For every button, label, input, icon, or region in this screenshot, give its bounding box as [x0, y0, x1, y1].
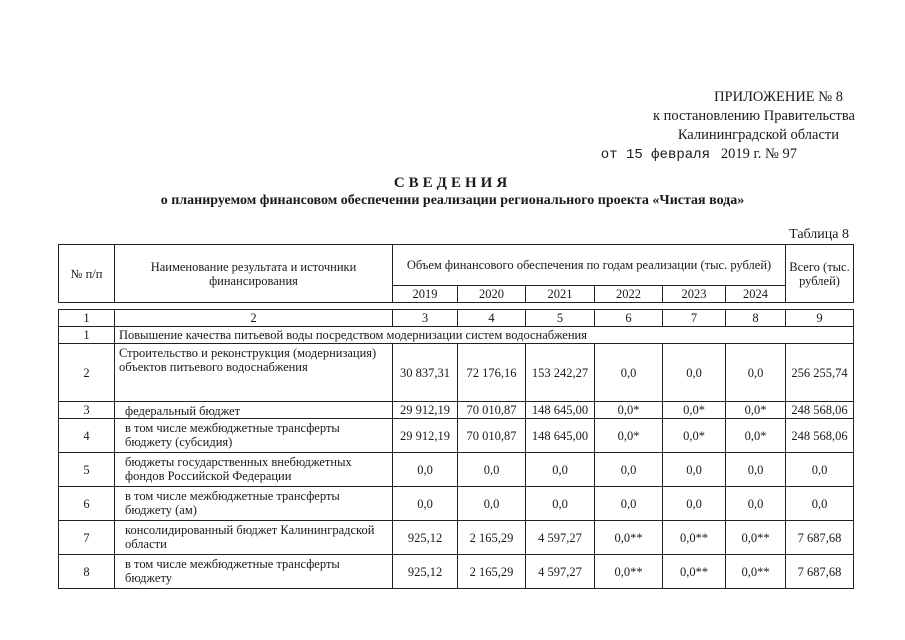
row-name: в том числе межбюджетные трансферты бюджету (субсидия)	[115, 419, 393, 453]
row-value-2022: 0,0*	[595, 419, 663, 453]
row-name: бюджеты государственных внебюджетных фондов Российской Федерации	[115, 453, 393, 487]
appendix-date-suffix: 2019 г. № 97	[720, 146, 797, 162]
row-num: 3	[59, 402, 115, 419]
column-number-6: 6	[595, 310, 663, 327]
row-value-2023: 0,0	[663, 453, 726, 487]
row-value-2023: 0,0**	[663, 555, 726, 589]
separator-row	[59, 303, 854, 310]
row-value-2021: 4 597,27	[526, 521, 595, 555]
financing-table	[58, 244, 854, 589]
section-row-text: Повышение качества питьевой воды посредством модернизации систем водоснабжения	[115, 327, 854, 344]
table-row	[59, 487, 854, 521]
row-value-2023: 0,0*	[663, 402, 726, 419]
column-number-2: 2	[115, 310, 393, 327]
row-value-total: 0,0	[786, 453, 854, 487]
appendix-header	[601, 88, 855, 165]
row-name: в том числе межбюджетные трансферты бюджету (ам)	[115, 487, 393, 521]
header-num: № п/п	[59, 245, 115, 303]
row-value-2020: 72 176,16	[458, 344, 526, 402]
row-value-total: 256 255,74	[786, 344, 854, 402]
table-row	[59, 555, 854, 589]
column-number-1: 1	[59, 310, 115, 327]
row-value-total: 7 687,68	[786, 555, 854, 589]
row-value-2021: 0,0	[526, 453, 595, 487]
row-name: консолидированный бюджет Калининградской области	[115, 521, 393, 555]
row-num: 4	[59, 419, 115, 453]
row-value-2019: 925,12	[393, 521, 458, 555]
header-row-1	[59, 245, 854, 286]
row-value-2023: 0,0**	[663, 521, 726, 555]
row-value-2024: 0,0	[726, 453, 786, 487]
row-value-2022: 0,0	[595, 344, 663, 402]
header-year-2020: 2020	[458, 286, 526, 303]
row-value-2021: 148 645,00	[526, 402, 595, 419]
column-number-row	[59, 310, 854, 327]
row-value-2019: 29 912,19	[393, 402, 458, 419]
row-value-2020: 70 010,87	[458, 419, 526, 453]
row-value-2019: 0,0	[393, 453, 458, 487]
table-row	[59, 344, 854, 402]
row-value-total: 7 687,68	[786, 521, 854, 555]
column-number-5: 5	[526, 310, 595, 327]
row-value-2024: 0,0	[726, 344, 786, 402]
row-value-2020: 0,0	[458, 453, 526, 487]
row-num: 5	[59, 453, 115, 487]
row-name: Строительство и реконструкция (модернизация) объектов питьевого водоснабжения	[115, 344, 393, 402]
row-num: 7	[59, 521, 115, 555]
header-total: Всего (тыс. рублей)	[786, 245, 854, 303]
column-number-3: 3	[393, 310, 458, 327]
table-row	[59, 453, 854, 487]
table-row	[59, 419, 854, 453]
row-num: 8	[59, 555, 115, 589]
appendix-number: ПРИЛОЖЕНИЕ № 8	[714, 89, 843, 105]
column-number-4: 4	[458, 310, 526, 327]
header-year-2022: 2022	[595, 286, 663, 303]
row-value-2021: 153 242,27	[526, 344, 595, 402]
row-value-2020: 70 010,87	[458, 402, 526, 419]
row-value-2024: 0,0**	[726, 521, 786, 555]
row-value-2024: 0,0*	[726, 402, 786, 419]
header-year-2021: 2021	[526, 286, 595, 303]
row-value-2021: 148 645,00	[526, 419, 595, 453]
row-name: федеральный бюджет	[115, 402, 393, 419]
table-row	[59, 402, 854, 419]
row-value-2020: 2 165,29	[458, 521, 526, 555]
row-value-2024: 0,0*	[726, 419, 786, 453]
row-num: 2	[59, 344, 115, 402]
document-title: СВЕДЕНИЯ	[393, 175, 512, 191]
row-value-2020: 2 165,29	[458, 555, 526, 589]
section-row	[59, 327, 854, 344]
row-value-2019: 925,12	[393, 555, 458, 589]
appendix-region: Калининградской области	[677, 127, 839, 143]
section-row-num: 1	[59, 327, 115, 344]
document-subtitle: о планируемом финансовом обеспечении реализации регионального проекта «Чистая вода»	[160, 193, 745, 208]
row-value-total: 248 568,06	[786, 402, 854, 419]
header-year-2024: 2024	[726, 286, 786, 303]
appendix-decree: к постановлению Правительства	[653, 108, 855, 124]
row-value-2020: 0,0	[458, 487, 526, 521]
row-value-2021: 0,0	[526, 487, 595, 521]
row-value-2019: 30 837,31	[393, 344, 458, 402]
appendix-date-prefix: от 15 февраля	[600, 147, 710, 163]
column-number-8: 8	[726, 310, 786, 327]
column-number-7: 7	[663, 310, 726, 327]
table-row	[59, 521, 854, 555]
row-value-2024: 0,0	[726, 487, 786, 521]
row-value-2022: 0,0**	[595, 521, 663, 555]
row-value-2024: 0,0**	[726, 555, 786, 589]
column-number-9: 9	[786, 310, 854, 327]
row-value-2019: 29 912,19	[393, 419, 458, 453]
row-value-2022: 0,0**	[595, 555, 663, 589]
header-year-2023: 2023	[663, 286, 726, 303]
row-value-total: 0,0	[786, 487, 854, 521]
row-name: в том числе межбюджетные трансферты бюджету	[115, 555, 393, 589]
row-value-total: 248 568,06	[786, 419, 854, 453]
table-label: Таблица 8	[789, 227, 849, 242]
header-year-2019: 2019	[393, 286, 458, 303]
row-num: 6	[59, 487, 115, 521]
header-name: Наименование результата и источники финансирования	[115, 245, 393, 303]
row-value-2022: 0,0	[595, 487, 663, 521]
row-value-2021: 4 597,27	[526, 555, 595, 589]
row-value-2023: 0,0	[663, 344, 726, 402]
header-volume: Объем финансового обеспечения по годам реализации (тыс. рублей)	[393, 245, 786, 286]
row-value-2022: 0,0	[595, 453, 663, 487]
appendix-date	[601, 145, 797, 165]
row-value-2023: 0,0*	[663, 419, 726, 453]
row-value-2022: 0,0*	[595, 402, 663, 419]
row-value-2023: 0,0	[663, 487, 726, 521]
row-value-2019: 0,0	[393, 487, 458, 521]
